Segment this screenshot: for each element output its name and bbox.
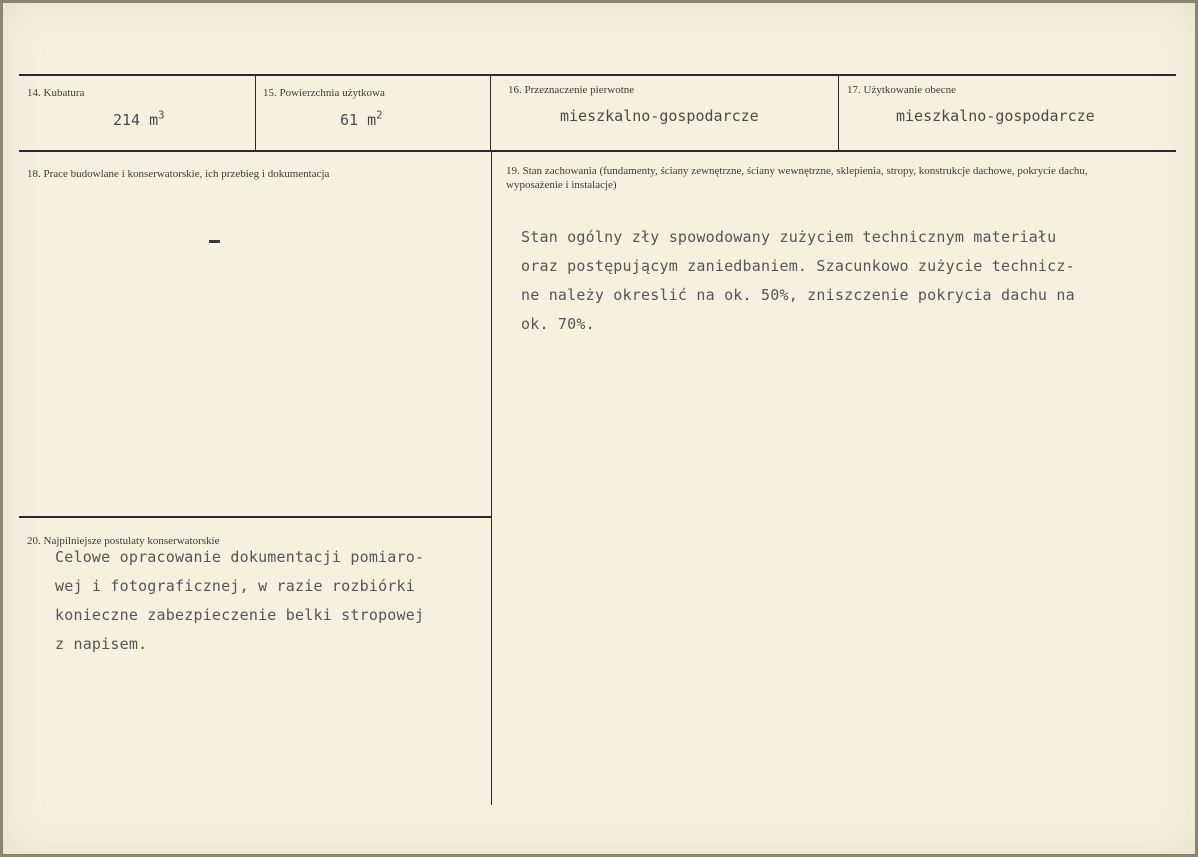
stan-zachowania-text [521, 223, 1075, 339]
prace-budowlane-label: 18. Prace budowlane i konserwatorskie, ich przebieg i dokumentacja [27, 168, 330, 180]
uzytkowanie-value: mieszkalno-gospodarcze [896, 107, 1095, 125]
postulaty-line-3: konieczne zabezpieczenie belki stropowej [55, 606, 425, 624]
postulaty-text [55, 543, 424, 659]
section20-top-rule [19, 516, 491, 518]
kubatura-value: 214 $m^3$ [113, 109, 165, 129]
stan-line-1: Stan ogólny zły spowodowany zużyciem technicznym materiału [521, 228, 1057, 246]
postulaty-label: 20. Najpilniejsze postulaty konserwatorskie [27, 535, 220, 547]
stan-zachowania-label: 19. Stan zachowania (fundamenty, ściany zewnętrzne, ściany wewnętrzne, sklepienia, stropy, konstrukcje dachowe, pokrycie dachu, wyposażenie i instalacje) [506, 165, 1088, 191]
divider-14-15 [255, 75, 256, 151]
divider-15-16 [490, 75, 491, 151]
powierzchnia-label: 15. Powierzchnia użytkowa [263, 87, 385, 99]
stan-line-4: ok. 70%. [521, 315, 595, 333]
przeznaczenie-label: 16. Przeznaczenie pierwotne [508, 84, 635, 96]
top-rule [19, 74, 1176, 76]
postulaty-line-2: wej i fotograficznej, w razie rozbiórki [55, 577, 415, 595]
prace-budowlane-value [209, 240, 220, 243]
stan-line-2: oraz postępującym zaniedbaniem. Szacunkowo zużycie technicz- [521, 257, 1075, 275]
przeznaczenie-value: mieszkalno-gospodarcze [560, 107, 759, 125]
document-card [3, 3, 1195, 854]
divider-left-right [491, 151, 492, 805]
kubatura-label: 14. Kubatura [27, 87, 85, 99]
uzytkowanie-label: 17. Użytkowanie obecne [847, 84, 957, 96]
divider-16-17 [838, 75, 839, 151]
postulaty-line-1: Celowe opracowanie dokumentacji pomiaro- [55, 548, 425, 566]
stan-line-3: ne należy okreslić na ok. 50%, zniszczenie pokrycia dachu na [521, 286, 1075, 304]
powierzchnia-value: 61 $m^2$ [340, 109, 383, 129]
postulaty-line-4: z napisem. [55, 635, 148, 653]
header-bottom-rule [19, 150, 1176, 152]
